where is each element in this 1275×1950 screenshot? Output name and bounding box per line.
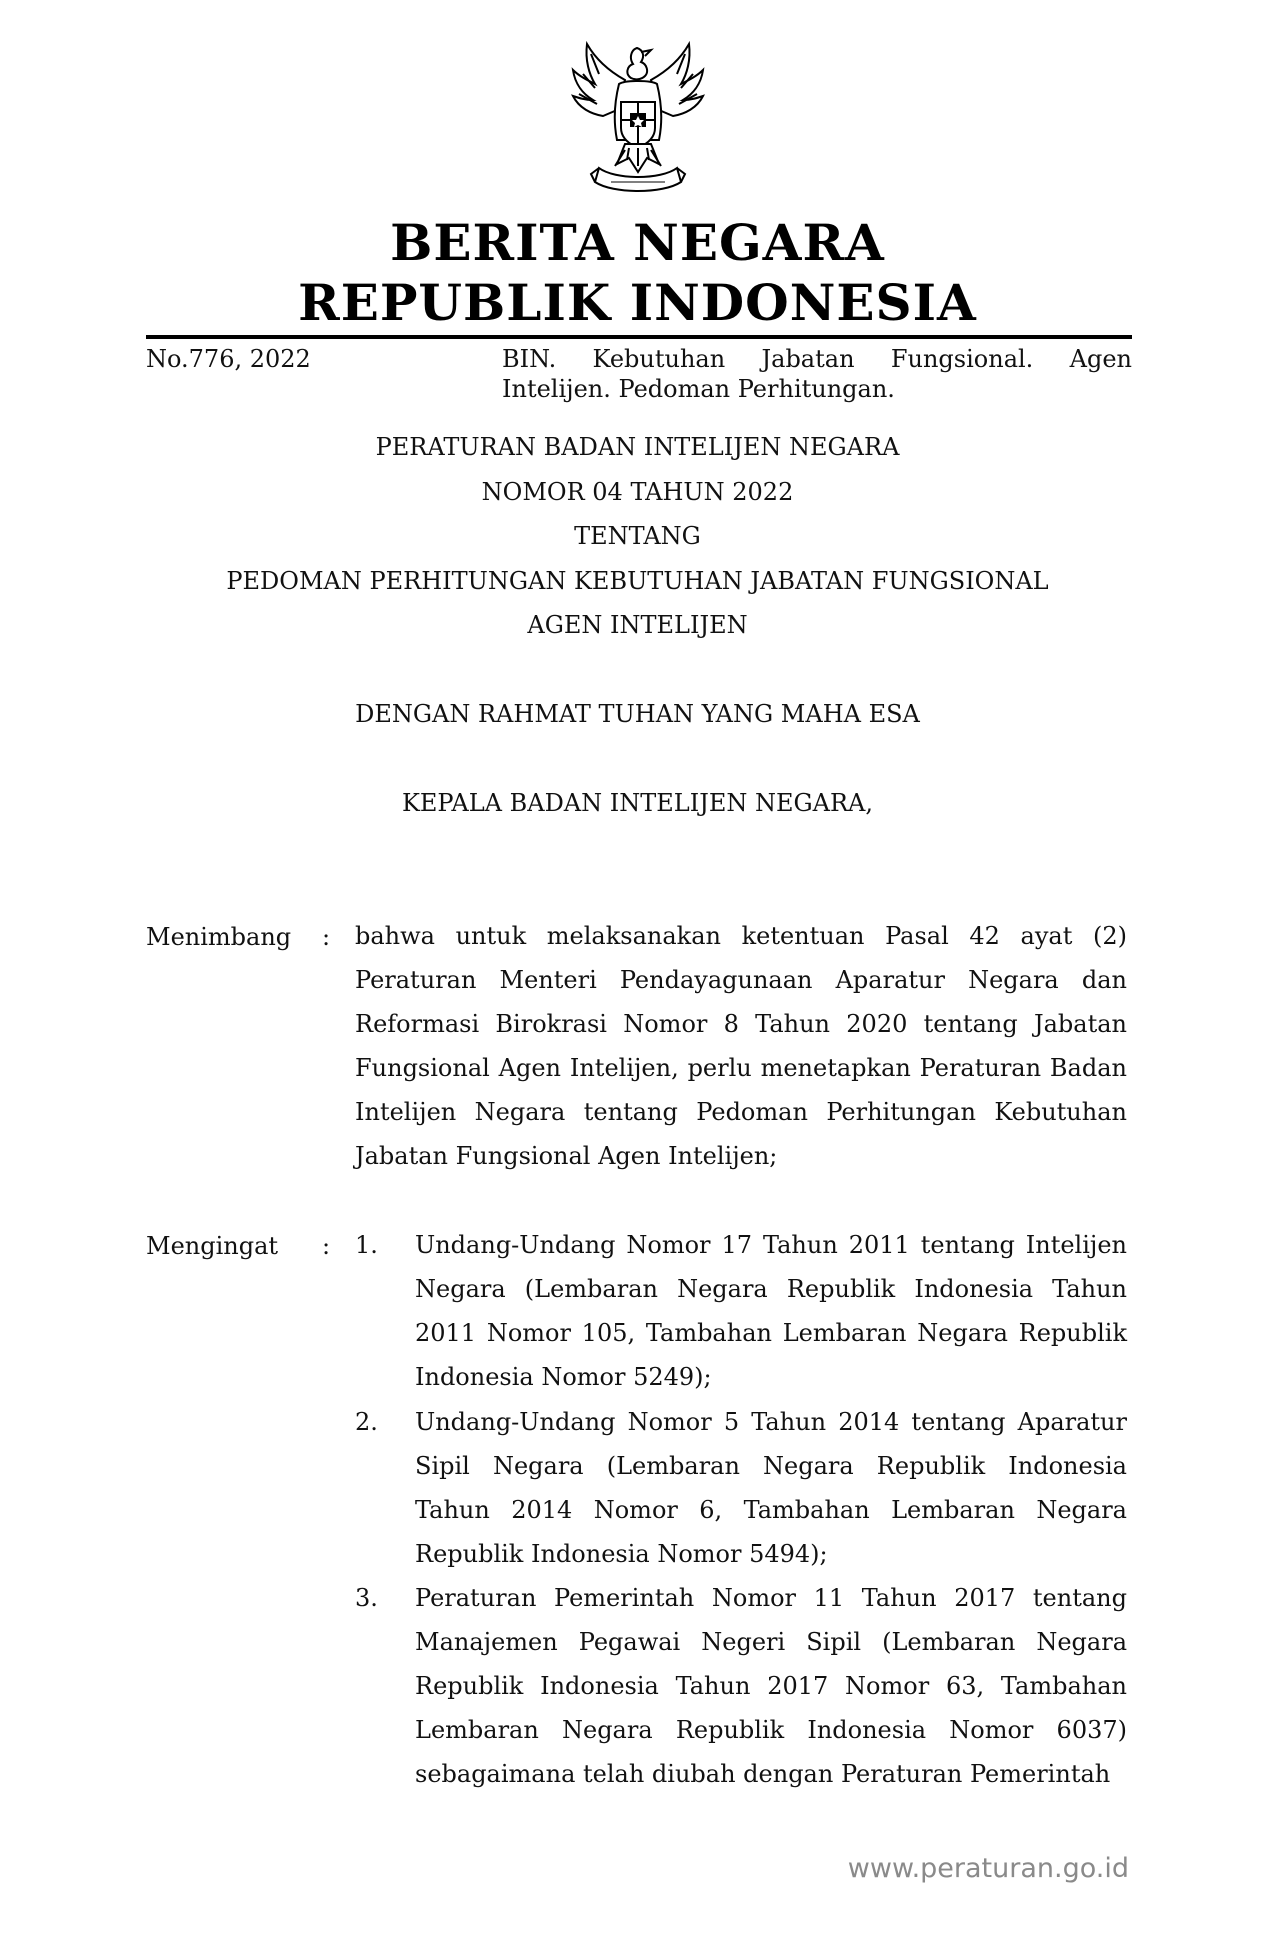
mengingat-item-3-text: Peraturan Pemerintah Nomor 11 Tahun 2017 tentang Manajemen Pegawai Negeri Sipil (Lembaran Negara Republik Indonesia Tahun 2017 Nomor 63, Tambahan Lembaran Negara Republik Indonesia Nomor 6037) sebagaimana telah diubah dengan Peraturan Pemerintah — [415, 1584, 1127, 1788]
mengingat-label: Mengingat — [146, 1232, 279, 1260]
gazette-description: BIN. Kebutuhan Jabatan Fungsional. Agen Intelijen. Pedoman Perhitungan. — [502, 345, 1132, 403]
mengingat-item-1-number: 1. — [355, 1231, 378, 1259]
gazette-number: No.776, 2022 — [146, 345, 311, 373]
mengingat-item-3-number: 3. — [355, 1584, 378, 1612]
garuda-emblem-icon — [555, 40, 720, 200]
title-line-1: PERATURAN BADAN INTELIJEN NEGARA — [375, 433, 900, 461]
menimbang-label: Menimbang — [146, 923, 292, 951]
menimbang-colon: : — [322, 923, 331, 951]
mengingat-colon: : — [322, 1232, 331, 1260]
preamble-blessing: DENGAN RAHMAT TUHAN YANG MAHA ESA — [355, 700, 920, 728]
preamble-authority: KEPALA BADAN INTELIJEN NEGARA, — [401, 789, 874, 817]
title-line-4: PEDOMAN PERHITUNGAN KEBUTUHAN JABATAN FUNGSIONAL — [226, 567, 1049, 595]
masthead-divider — [146, 335, 1132, 339]
title-line-2: NOMOR 04 TAHUN 2022 — [481, 478, 794, 506]
title-line-5: AGEN INTELIJEN — [527, 611, 748, 639]
masthead-line-2: REPUBLIK INDONESIA — [298, 273, 977, 332]
title-line-3: TENTANG — [574, 522, 701, 550]
mengingat-item-1-text: Undang-Undang Nomor 17 Tahun 2011 tentang Intelijen Negara (Lembaran Negara Republik Indonesia Tahun 2011 Nomor 105, Tambahan Lembaran Negara Republik Indonesia Nomor 5249); — [415, 1231, 1127, 1391]
masthead-line-1: BERITA NEGARA — [390, 213, 885, 272]
mengingat-item-2-text: Undang-Undang Nomor 5 Tahun 2014 tentang Aparatur Sipil Negara (Lembaran Negara Republik Indonesia Tahun 2014 Nomor 6, Tambahan Lembaran Negara Republik Indonesia Nomor 5494); — [415, 1408, 1127, 1568]
menimbang-text: bahwa untuk melaksanakan ketentuan Pasal 42 ayat (2) Peraturan Menteri Pendayagunaan Aparatur Negara dan Reformasi Birokrasi Nomor 8 Tahun 2020 tentang Jabatan Fungsional Agen Intelijen, perlu menetapkan Peraturan Badan Intelijen Negara tentang Pedoman Perhitungan Kebutuhan Jabatan Fungsional Agen Intelijen; — [355, 922, 1127, 1170]
mengingat-item-2-number: 2. — [355, 1408, 378, 1436]
website-watermark: www.peraturan.go.id — [847, 1853, 1129, 1884]
